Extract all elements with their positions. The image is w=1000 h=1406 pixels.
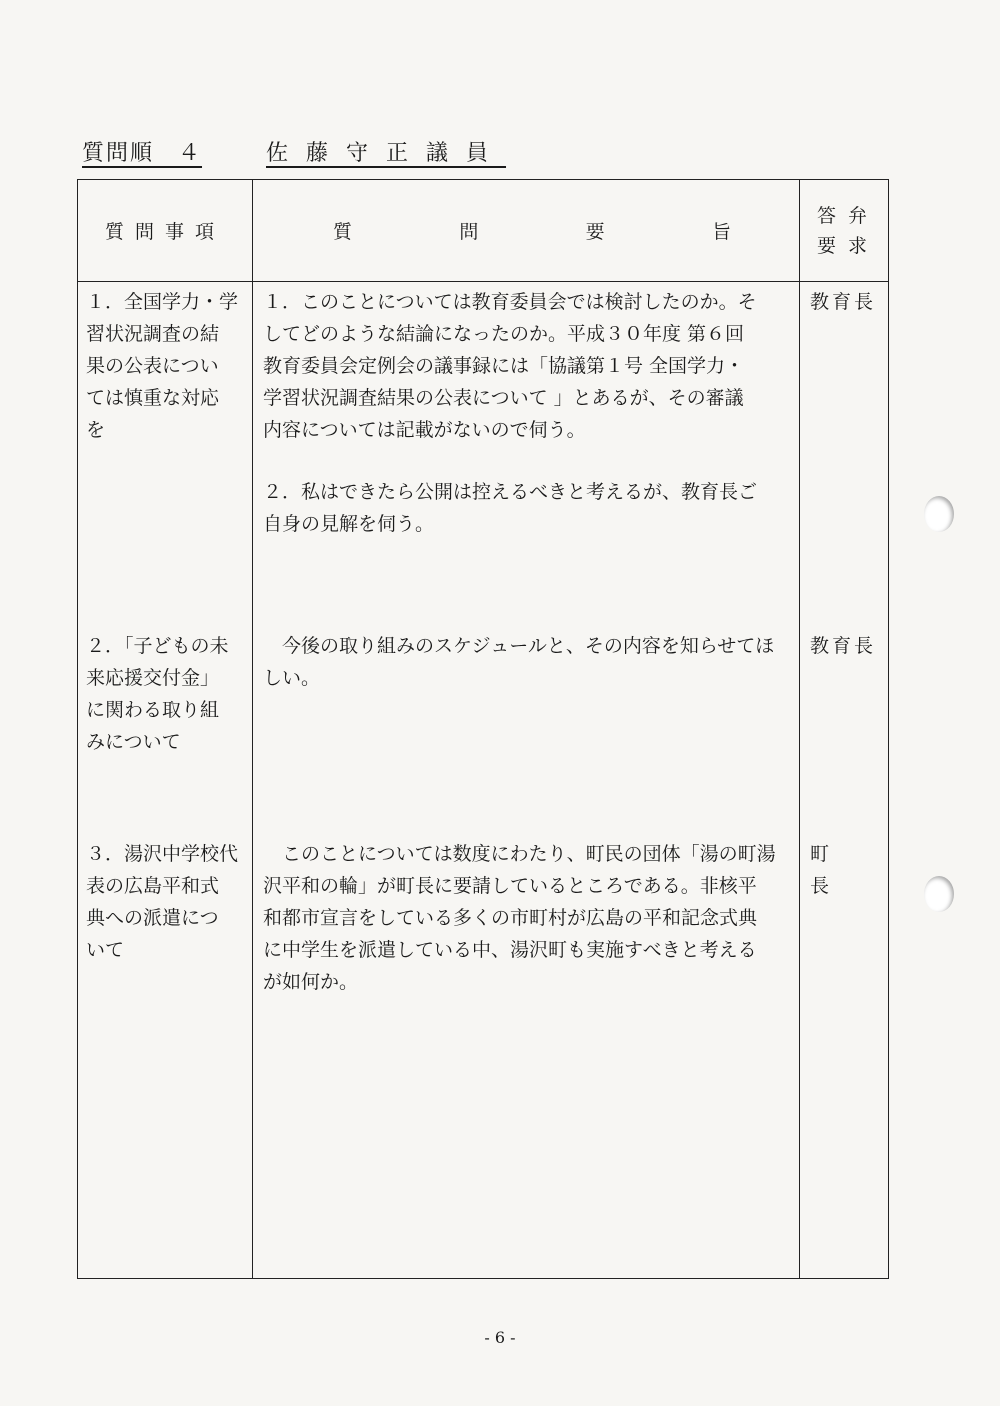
- header-gist: [253, 180, 800, 282]
- page-number: - 6 -: [484, 1328, 516, 1347]
- punch-hole: [924, 496, 954, 532]
- header-gist-char: 問: [459, 221, 479, 243]
- gist-item: １．このことについては教育委員会では検討したのか。そ してどのような結論になったのか。平成３０年度 第６回 教育委員会定例会の議事録には「協議第１号 全国学力・ 学習状況調査結果の公表について 」とあるが、その審議 内容については記載がないので伺う。: [263, 291, 757, 441]
- punch-hole: [924, 876, 954, 912]
- gist-cell: [253, 282, 800, 1279]
- header-gist-char: 質: [333, 221, 353, 243]
- header-answerer: 答弁 要求: [800, 180, 889, 282]
- header-gist-char: 旨: [711, 221, 731, 243]
- topic-cell: １．全国学力・学 習状況調査の結 果の公表につい ては慎重な対応 を ２．「子どもの未 来応援交付金」 に関わる取り組 みについて ３．湯沢中学校代 表の広島平和式 典への派遣につ いて: [78, 282, 253, 1279]
- header-topic: 質問事項: [78, 180, 253, 282]
- answerer-cell: 教育長 教育長 町 長: [800, 282, 889, 1279]
- gist-item: ２．私はできたら公開は控えるべきと考えるが、教育長ご 自身の見解を伺う。: [263, 481, 758, 535]
- gist-item: このことについては数度にわたり、町民の団体「湯の町湯 沢平和の輪」が町長に要請しているところである。非核平 和都市宣言をしている多くの市町村が広島の平和記念式典 に中学生を派遣している中、湯沢町も実施すべきと考える が如何か。: [263, 843, 776, 993]
- question-table: [77, 179, 889, 1279]
- table-row: [78, 282, 889, 1279]
- page-header: [82, 136, 506, 167]
- header-gist-char: 要: [585, 221, 605, 243]
- table-header-row: [78, 180, 889, 282]
- question-order: 質問順 ４: [82, 141, 203, 166]
- member-name: 佐藤守正議員: [266, 141, 507, 166]
- gist-item: 今後の取り組みのスケジュールと、その内容を知らせてほ しい。: [263, 635, 775, 689]
